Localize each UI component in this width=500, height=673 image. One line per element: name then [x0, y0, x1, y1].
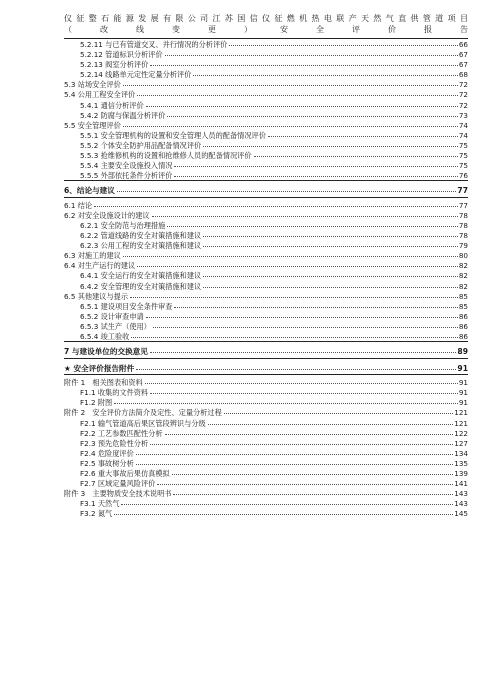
- toc-entry-title: F1.2 附图: [80, 398, 113, 408]
- toc-entry[interactable]: [64, 398, 468, 408]
- toc-leader-dots: [121, 504, 453, 505]
- toc-page-number: 145: [454, 509, 468, 519]
- header-char: 供: [410, 14, 419, 23]
- toc-entry[interactable]: [64, 60, 468, 70]
- header-char: 更: [208, 25, 216, 34]
- header-char: 仪: [262, 14, 270, 23]
- toc-entry[interactable]: [64, 90, 468, 100]
- toc-entry[interactable]: [64, 111, 468, 121]
- toc-leader-dots: [145, 383, 458, 384]
- toc-page-number: 91: [458, 398, 468, 408]
- toc-entry[interactable]: [64, 479, 468, 489]
- header-char: 报: [424, 25, 432, 34]
- toc-page-number: 85: [458, 291, 468, 301]
- header-char: 气: [385, 14, 394, 23]
- toc-entry-title: 6.5.1 建设项目安全条件审查: [80, 301, 173, 311]
- toc-entry-title: 5.3 站场安全评价: [64, 80, 121, 90]
- toc-page-number: 86: [458, 311, 468, 321]
- toc-leader-dots: [157, 484, 453, 485]
- toc-entry[interactable]: [64, 459, 468, 469]
- toc-leader-dots: [136, 464, 453, 465]
- toc-page-number: 91: [458, 378, 468, 388]
- toc-page-number: 82: [458, 261, 468, 271]
- toc-entry[interactable]: [64, 312, 468, 322]
- toc-page-number: 127: [454, 438, 468, 448]
- toc-entry[interactable]: [64, 388, 468, 398]
- toc-page-number: 141: [454, 479, 468, 489]
- toc-page-number: 67: [458, 50, 468, 60]
- header-char: 有: [163, 14, 171, 23]
- toc-entry-title: F3.1 天然气: [80, 499, 120, 509]
- header-char: （: [64, 25, 72, 34]
- toc-leader-dots: [117, 191, 457, 192]
- toc-entry[interactable]: [64, 40, 468, 50]
- toc-page-number: 139: [454, 468, 468, 478]
- toc-leader-dots: [174, 166, 457, 167]
- toc-entry-title: F2.4 危险度评价: [80, 448, 134, 458]
- header-char: 机: [299, 14, 308, 23]
- header-char: 限: [175, 14, 184, 23]
- toc-leader-dots: [94, 206, 458, 207]
- toc-entry-title: 5.4.1 通信分析评价: [80, 100, 144, 110]
- toc-leader-dots: [167, 226, 458, 227]
- toc-leader-dots: [268, 136, 458, 137]
- toc-entry-title: F2.7 区域定量风险评价: [80, 479, 156, 489]
- header-char: 联: [336, 14, 345, 23]
- toc-entry[interactable]: [64, 141, 468, 151]
- toc-leader-dots: [150, 352, 457, 353]
- header-char: 燃: [286, 14, 295, 23]
- toc-entry-title: F1.1 收集的文件资料: [80, 388, 149, 398]
- table-of-contents: [64, 40, 468, 519]
- header-char: 告: [460, 25, 468, 34]
- toc-page-number: 72: [458, 100, 468, 110]
- toc-page-number: 77: [458, 200, 468, 210]
- toc-entry[interactable]: [64, 271, 468, 281]
- toc-entry[interactable]: [64, 378, 468, 388]
- toc-leader-dots: [146, 106, 458, 107]
- toc-entry[interactable]: [64, 292, 468, 302]
- toc-page-number: 73: [458, 110, 468, 120]
- toc-leader-dots: [150, 65, 458, 66]
- toc-page-number: 72: [458, 80, 468, 90]
- toc-entry-title: 5.5.5 外部依托条件分析评价: [80, 171, 173, 181]
- header-char: 公: [187, 14, 196, 23]
- header-char: 直: [398, 14, 407, 23]
- toc-entry[interactable]: [64, 161, 468, 171]
- toc-leader-dots: [203, 276, 458, 277]
- toc-entry[interactable]: [64, 50, 468, 60]
- toc-entry-title: 6.2.1 安全防范与治理措施: [80, 221, 166, 230]
- header-char: 线: [136, 25, 144, 34]
- toc-entry[interactable]: [64, 499, 468, 509]
- header-char: 全: [316, 25, 324, 34]
- toc-entry[interactable]: [64, 251, 468, 261]
- header-char: 仪: [64, 14, 72, 23]
- toc-entry-title: 6.5.2 设计审查申请: [80, 311, 144, 321]
- toc-chapter-entry[interactable]: [64, 184, 468, 198]
- toc-leader-dots: [165, 55, 458, 56]
- toc-page-number: 121: [454, 418, 468, 428]
- toc-page-number: 89: [457, 347, 468, 357]
- toc-entry[interactable]: [64, 261, 468, 271]
- toc-entry-title: 6.4 对生产运行的建议: [64, 261, 136, 271]
- toc-page-number: 85: [458, 301, 468, 311]
- header-line-report: [64, 24, 468, 35]
- toc-leader-dots: [123, 126, 458, 127]
- toc-entry-title: 5.5.1 安全管理机构的设置和安全管理人员的配备情况评价: [80, 130, 266, 140]
- toc-entry[interactable]: [64, 489, 468, 499]
- toc-entry[interactable]: [64, 151, 468, 161]
- toc-entry-title: F2.6 重大事故后果仿真模拟: [80, 468, 170, 478]
- toc-entry[interactable]: [64, 171, 468, 181]
- header-char: 电: [323, 14, 332, 23]
- toc-leader-dots: [172, 474, 454, 475]
- toc-page-number: 143: [454, 499, 468, 509]
- toc-entry-title: 5.2.13 阀室分析评价: [80, 60, 149, 70]
- header-char: 管: [422, 14, 431, 23]
- header-char: 变: [172, 25, 180, 34]
- toc-entry-title: 5.5 安全管理评价: [64, 120, 121, 130]
- toc-entry[interactable]: [64, 469, 468, 479]
- toc-leader-dots: [153, 327, 458, 328]
- header-char: 改: [100, 25, 108, 34]
- header-char: 源: [125, 14, 134, 23]
- toc-entry-title: F2.1 输气管道高后果区管段辨识与分级: [80, 418, 206, 428]
- toc-leader-dots: [203, 236, 458, 237]
- header-char: 发: [138, 14, 147, 23]
- header-char: 评: [352, 25, 360, 34]
- toc-leader-dots: [167, 116, 458, 117]
- toc-leader-dots: [150, 393, 458, 394]
- toc-page-number: 134: [454, 448, 468, 458]
- toc-entry[interactable]: [64, 80, 468, 90]
- toc-entry-title: 6.4.2 安全管理的安全对策措施和建议: [80, 281, 202, 291]
- header-char: 苏: [224, 14, 233, 23]
- toc-entry-title: 6.5 其他建议与提示: [64, 291, 129, 301]
- toc-leader-dots: [150, 444, 453, 445]
- toc-entry-title: 7 与建设单位的交换意见: [64, 347, 148, 357]
- toc-entry-title: F3.2 氮气: [80, 509, 113, 519]
- toc-entry[interactable]: [64, 131, 468, 141]
- toc-entry-title: 5.5.4 主要安全设施投入情况: [80, 161, 173, 171]
- toc-entry-title: 5.5.2 个体安全防护用品配备情况评价: [80, 140, 202, 150]
- toc-page-number: 86: [458, 321, 468, 331]
- toc-leader-dots: [174, 176, 457, 177]
- header-char: 征: [76, 14, 85, 23]
- toc-leader-dots: [114, 403, 458, 404]
- toc-leader-dots: [123, 256, 458, 257]
- toc-leader-dots: [130, 297, 458, 298]
- toc-leader-dots: [203, 246, 458, 247]
- toc-page-number: 77: [457, 186, 468, 196]
- toc-entry[interactable]: [64, 241, 468, 251]
- header-char: 征: [274, 14, 283, 23]
- header-char: 产: [348, 14, 357, 23]
- toc-entry[interactable]: [64, 70, 468, 80]
- toc-leader-dots: [136, 369, 456, 370]
- toc-leader-dots: [137, 95, 458, 96]
- toc-leader-dots: [193, 75, 457, 76]
- toc-entry-title: F2.5 事故树分析: [80, 458, 134, 468]
- toc-entry[interactable]: [64, 101, 468, 111]
- toc-leader-dots: [224, 413, 453, 414]
- toc-entry-title: 5.4.2 防腐与保温分析评价: [80, 110, 166, 120]
- toc-entry-title: 6.2.2 管道线路的安全对策措施和建议: [80, 231, 202, 241]
- toc-page-number: 91: [457, 363, 468, 373]
- toc-leader-dots: [174, 307, 457, 308]
- header-char: 国: [237, 14, 246, 23]
- toc-entry-title: F2.3 预先危险性分析: [80, 438, 149, 448]
- header-char: ）: [244, 25, 252, 34]
- toc-entry[interactable]: [64, 439, 468, 449]
- toc-page-number: 82: [458, 271, 468, 281]
- toc-chapter-entry[interactable]: [64, 345, 468, 359]
- toc-entry-title: 6.3 对施工的建议: [64, 251, 121, 261]
- toc-entry-title: 5.4 公用工程安全评价: [64, 90, 136, 100]
- toc-page-number: 75: [458, 151, 468, 161]
- header-char: 能: [113, 14, 122, 23]
- toc-leader-dots: [173, 494, 453, 495]
- header-rule: [64, 38, 468, 39]
- toc-entry[interactable]: [64, 509, 468, 519]
- toc-entry-title: 5.2.12 管道标识分析评价: [80, 50, 163, 60]
- toc-entry-title: 6.5.4 竣工验收: [80, 332, 130, 342]
- toc-page-number: 82: [458, 281, 468, 291]
- toc-page-number: 79: [458, 241, 468, 251]
- toc-entry[interactable]: [64, 429, 468, 439]
- toc-leader-dots: [131, 337, 458, 338]
- toc-entry-title: 5.2.14 线路单元定性定量分析评价: [80, 70, 192, 80]
- toc-leader-dots: [136, 454, 453, 455]
- toc-page-number: 74: [458, 120, 468, 130]
- toc-page-number: 78: [458, 210, 468, 220]
- toc-page-number: 78: [458, 231, 468, 241]
- toc-entry[interactable]: [64, 282, 468, 292]
- header-line-company: [64, 13, 468, 24]
- header-char: 目: [460, 14, 468, 23]
- toc-page-number: 68: [458, 70, 468, 80]
- toc-entry-title: 5.5.3 抢维修机构的设置和抢维修人员的配备情况评价: [80, 151, 252, 161]
- toc-entry-title: 6.1 结论: [64, 200, 93, 210]
- toc-entry-title: 6.2.3 公用工程的安全对策措施和建议: [80, 241, 202, 251]
- toc-leader-dots: [203, 146, 458, 147]
- toc-leader-dots: [165, 434, 454, 435]
- toc-page-number: 121: [454, 408, 468, 418]
- running-header: [64, 13, 468, 35]
- toc-page-number: 135: [454, 458, 468, 468]
- toc-chapter-entry[interactable]: [64, 362, 468, 376]
- header-char: 天: [361, 14, 369, 23]
- toc-page-number: 143: [454, 489, 468, 499]
- toc-page-number: 78: [458, 221, 468, 230]
- toc-page-number: 74: [458, 130, 468, 140]
- header-char: 然: [373, 14, 382, 23]
- toc-page-number: 76: [458, 171, 468, 181]
- toc-entry[interactable]: [64, 121, 468, 131]
- header-char: 展: [150, 14, 159, 23]
- toc-entry[interactable]: [64, 221, 468, 231]
- toc-entry-title: 6.4.1 安全运行的安全对策措施和建议: [80, 271, 202, 281]
- toc-page-number: 86: [458, 332, 468, 342]
- toc-entry[interactable]: [64, 332, 468, 342]
- toc-leader-dots: [229, 45, 458, 46]
- toc-leader-dots: [137, 266, 458, 267]
- toc-leader-dots: [152, 216, 458, 217]
- toc-leader-dots: [254, 156, 458, 157]
- toc-entry-title: F2.2 工艺参数匹配性分析: [80, 428, 163, 438]
- header-char: 江: [212, 14, 221, 23]
- toc-entry-title: 附件 2 安全评价方法简介及定性、定量分析过程: [64, 408, 222, 418]
- toc-entry[interactable]: [64, 231, 468, 241]
- toc-entry[interactable]: [64, 322, 468, 332]
- toc-entry[interactable]: [64, 419, 468, 429]
- toc-page-number: 122: [454, 428, 468, 438]
- toc-entry[interactable]: [64, 408, 468, 418]
- header-char: 热: [311, 14, 320, 23]
- toc-leader-dots: [146, 317, 458, 318]
- toc-leader-dots: [208, 424, 454, 425]
- header-char: 安: [280, 25, 288, 34]
- toc-page-number: 72: [458, 90, 468, 100]
- toc-page-number: 75: [458, 161, 468, 171]
- toc-entry-title: 6.5.3 试生产（使用）: [80, 321, 151, 331]
- header-char: 道: [435, 14, 444, 23]
- toc-page-number: 91: [458, 388, 468, 398]
- toc-leader-dots: [123, 85, 458, 86]
- toc-entry-title: 附件 3 主要物质安全技术说明书: [64, 489, 172, 499]
- header-char: 项: [447, 14, 456, 23]
- toc-entry-title: 6、结论与建议: [64, 186, 115, 196]
- toc-entry[interactable]: [64, 211, 468, 221]
- toc-page-number: 75: [458, 140, 468, 150]
- header-char: 信: [249, 14, 258, 23]
- toc-entry[interactable]: [64, 302, 468, 312]
- toc-entry[interactable]: [64, 449, 468, 459]
- toc-entry[interactable]: [64, 201, 468, 211]
- toc-page-number: 67: [458, 60, 468, 70]
- header-char: 价: [388, 25, 396, 34]
- header-char: 石: [101, 14, 110, 23]
- toc-entry-title: 附件 1 相关图表和资料: [64, 378, 143, 388]
- toc-leader-dots: [114, 514, 453, 515]
- toc-page-number: 66: [458, 40, 468, 49]
- toc-entry-title: ★ 安全评价报告附件: [64, 363, 135, 373]
- toc-page-number: 80: [458, 251, 468, 261]
- header-char: 司: [200, 14, 209, 23]
- toc-entry-title: 6.2 对安全设施设计的建议: [64, 210, 150, 220]
- header-char: 整: [88, 14, 97, 23]
- toc-entry-title: 5.2.11 与已有管道交叉、并行情况的分析评价: [80, 40, 228, 49]
- toc-leader-dots: [203, 287, 458, 288]
